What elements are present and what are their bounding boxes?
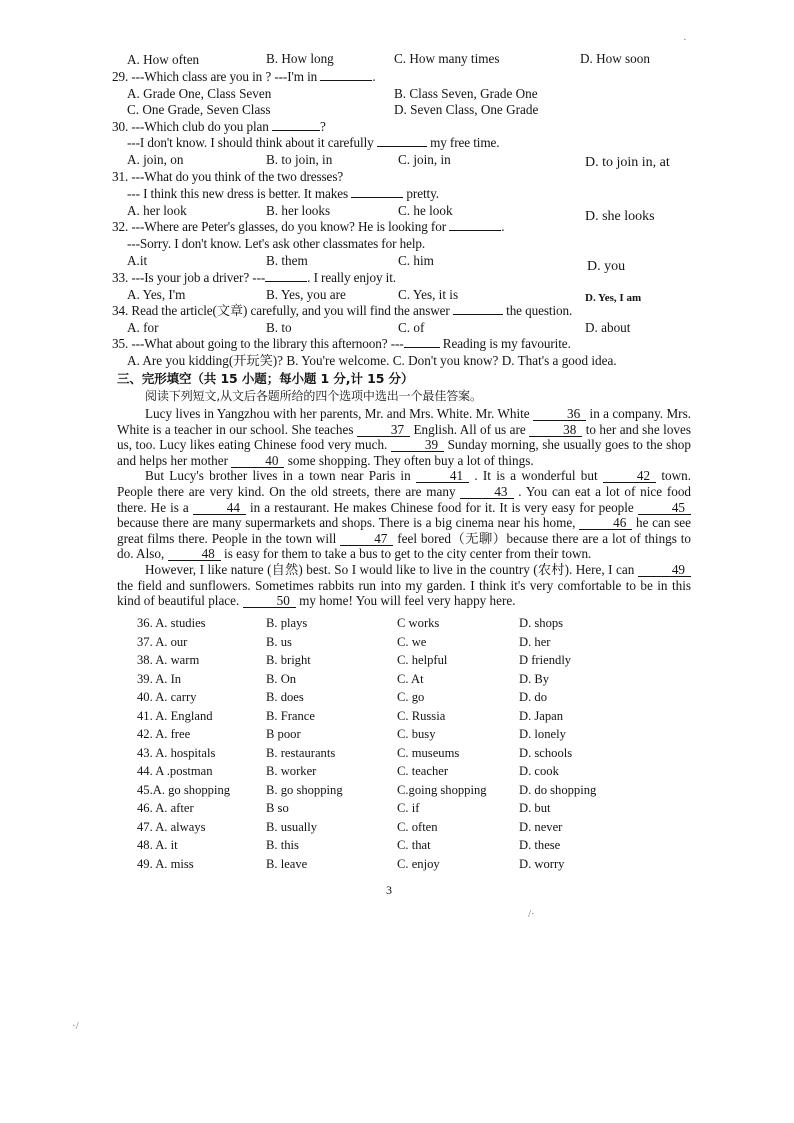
cloze-option: B. France [266,708,315,723]
cloze-option: 43. A. hospitals [137,745,216,760]
cloze-option: C. if [397,801,420,815]
cloze-option: B. leave [266,856,308,871]
cloze-blank: 48 [168,547,221,561]
q35-text: ---What about going to the library this afternoon? --- [131,336,404,351]
q33-option-d: D. Yes, I am [585,292,642,304]
q28-option-c: C. How many times [394,51,500,66]
cloze-option: C works [397,616,440,630]
passage-text: . You can eat a lot of nice food there. He is a [117,483,692,515]
cloze-option: C. teacher [397,764,449,778]
q35-stem [112,336,571,352]
q33-number: 33. [112,270,129,285]
cloze-option: D. schools [519,745,573,760]
cloze-option: D. By [519,671,550,686]
q30-line2 [127,135,499,151]
cloze-option: C. go [397,690,425,704]
q33-blank [265,270,307,282]
cloze-option: C. we [397,634,427,649]
cloze-blank: 43 [460,485,513,499]
cloze-blank: 37 [357,423,410,437]
passage-text: the field and sunflowers. Sometimes rabbits run into my garden. I think it's very comfortable to be in this kind of beautiful place. [117,577,691,609]
q32-stem [112,219,504,235]
cloze-option: C. Russia [397,708,446,723]
cloze-option: B. go shopping [266,782,343,797]
passage-text: because there are many supermarkets and shops. There is a big cinema near his home, [117,515,576,531]
passage-text: in a company. Mrs. White is a teacher in our school. She teaches [117,406,691,437]
q32-option-a: A.it [127,253,148,268]
q34-text: Read the article(文章) carefully, and you will find the answer [131,303,450,318]
q35-number: 35. [112,336,129,351]
q31-option-d: D. she looks [585,209,655,224]
cloze-option: C. busy [397,727,436,741]
cloze-option: D. lonely [519,727,566,741]
q31-line2-end: pretty. [406,186,439,201]
q30-option-a: A. join, on [127,152,184,167]
q32-option-c: C. him [398,253,434,268]
cloze-blank: 38 [529,423,582,437]
q34-option-b: B. to [266,320,292,335]
q30-line2-end: my free time. [430,135,500,150]
cloze-option: 45.A. go shopping [137,782,231,797]
scan-speck: · [683,34,687,46]
cloze-option: 47. A. always [137,819,206,834]
passage-text: in a restaurant. He makes Chinese food for it. It is very easy for people [250,499,634,515]
q29-number: 29. [112,69,129,84]
cloze-option: 39. A. In [137,671,182,686]
cloze-option: B. plays [266,616,308,630]
cloze-option: D. shops [519,616,564,630]
cloze-option: D. do shopping [519,782,597,797]
q28-option-d: D. How soon [580,51,650,66]
cloze-option: B. us [266,634,292,649]
cloze-option: D. do [519,690,547,704]
cloze-option: D friendly [519,653,572,667]
passage-text: But Lucy's brother lives in a town near Paris in [145,468,411,484]
section-instruction: 阅读下列短文,从文后各题所给的四个选项中选出一个最佳答案。 [145,389,482,403]
passage-text: Lucy lives in Yangzhou with her parents, Mr. and Mrs. White. Mr. White [145,406,530,421]
q29-option-d: D. Seven Class, One Grade [394,102,539,117]
cloze-option: 38. A. warm [137,653,200,667]
cloze-blank: 40 [231,454,284,468]
q32-option-b: B. them [266,253,308,268]
q33-stem [112,270,396,286]
cloze-option: B. bright [266,653,311,667]
passage-text: my home! You will feel very happy here. [299,593,516,609]
q28-option-a: A. How often [127,52,200,67]
passage-text: English. All of us are [413,421,526,437]
passage-text: is easy for them to take a bus to get to the city center from their town. [224,546,592,562]
q33-text-end: . I really enjoy it. [307,270,396,285]
q29-text: ---Which class are you in ? ---I'm in [131,69,318,84]
passage-text: he can see great films there. People in the town will [117,515,691,546]
q30-option-b: B. to join, in [266,152,333,167]
cloze-blank: 41 [416,469,469,483]
q31-number: 31. [112,169,129,184]
q29-blank [320,69,372,81]
q35-text-end: Reading is my favourite. [442,336,571,351]
q31-option-a: A. her look [127,203,187,218]
passage-text: to her and she loves us, too. Lucy likes eating Chinese food very much. [117,421,691,453]
q29-option-b: B. Class Seven, Grade One [394,86,538,101]
passage-paragraph-1 [117,406,691,468]
q34-option-a: A. for [127,320,159,335]
cloze-option: 36. A. studies [137,616,206,630]
q35-options: A. Are you kidding(开玩笑)? B. You're welcome. C. Don't you know? D. That's a good idea. [127,353,617,368]
q32-blank [449,219,501,231]
cloze-option: 44. A .postman [137,764,213,778]
passage-text: However, I like nature (自然) best. So I would like to live in the country (农村). Here, I can [145,561,635,577]
q32-text-end: . [501,219,505,234]
cloze-option: B. usually [266,819,318,834]
cloze-blank: 49 [638,563,691,577]
cloze-option: D. cook [519,764,559,778]
q29-option-a: A. Grade One, Class Seven [127,86,272,101]
q30-text: ---Which club do you plan [131,119,269,134]
cloze-option: D. her [519,634,551,649]
q31-option-c: C. he look [398,203,453,218]
q28-option-b: B. How long [266,51,334,66]
section-heading: 三、完形填空（共 15 小题；每小题 1 分,计 15 分） [117,371,414,386]
q32-number: 32. [112,219,129,234]
q31-line2 [127,186,439,202]
cloze-option: B. restaurants [266,745,336,760]
cloze-option: C. that [397,838,431,852]
scan-speck: ·/ [72,1020,79,1032]
q31-blank [351,186,403,198]
q35-blank [404,336,440,348]
cloze-passage [117,406,691,609]
q31-line2-text: --- I think this new dress is better. It makes [127,186,349,201]
cloze-blank: 47 [340,532,393,546]
cloze-option: D. these [519,838,561,852]
cloze-option: B. this [266,838,299,852]
q30-blank [272,119,320,131]
cloze-option: 48. A. it [137,838,178,852]
q30-option-d: D. to join in, at [585,155,670,170]
cloze-option: 46. A. after [137,801,194,815]
q34-blank [453,303,503,315]
cloze-option: B. worker [266,764,317,778]
q30-option-c: C. join, in [398,152,451,167]
q30-line2-text: ---I don't know. I should think about it carefully [127,135,374,150]
q31-option-b: B. her looks [266,203,331,218]
passage-paragraph-3 [117,562,691,609]
q29-stem [112,69,376,85]
cloze-blank: 46 [579,516,632,530]
cloze-option: C.going shopping [397,782,487,797]
cloze-option: D. but [519,801,551,815]
passage-text: town. People there are very kind. On the old streets, there are many [117,468,691,499]
cloze-blank: 45 [638,501,691,515]
q34-text-end: the question. [506,303,573,318]
cloze-option: B so [266,801,289,815]
q29-option-c: C. One Grade, Seven Class [127,102,271,117]
q30-blank2 [377,135,427,147]
cloze-blank: 39 [391,438,444,452]
q30-stem [112,119,326,135]
q34-stem [112,303,572,319]
q34-option-c: C. of [398,320,425,335]
cloze-option: D. never [519,819,563,834]
q30-number: 30. [112,119,129,134]
passage-text: feel bored（无聊）because there are a lot of things to do. Also, [117,530,692,562]
cloze-option: 37. A. our [137,634,188,649]
q30-text-end: ? [320,119,326,134]
scan-speck: /· [528,908,535,920]
cloze-option: D. Japan [519,708,564,723]
cloze-option: C. enjoy [397,856,440,871]
cloze-option: B poor [266,727,301,741]
q31-stem [112,169,343,185]
passage-text: some shopping. They often buy a lot of things. [287,452,534,468]
q32-text: ---Where are Peter's glasses, do you know? He is looking for [131,219,447,234]
q33-option-b: B. Yes, you are [266,287,346,302]
q34-number: 34. [112,303,129,318]
cloze-blank: 50 [243,594,296,608]
passage-text: Sunday morning, she usually goes to the shop and helps her mother [117,437,691,468]
q31-text: ---What do you think of the two dresses? [131,169,344,184]
cloze-blank: 42 [603,469,656,483]
passage-text: . It is a wonderful but [474,468,598,484]
cloze-option: C. helpful [397,653,448,667]
page-number: 3 [386,883,392,897]
q33-option-c: C. Yes, it is [398,287,459,302]
q32-line2: ---Sorry. I don't know. Let's ask other classmates for help. [127,236,426,251]
cloze-option: B. does [266,690,304,704]
cloze-option: C. At [397,671,424,686]
q29-text-end: . [372,69,376,84]
q34-option-d: D. about [585,320,631,335]
cloze-option: D. worry [519,856,565,871]
q32-option-d: D. you [587,259,626,274]
passage-paragraph-2 [117,468,691,562]
cloze-option: C. museums [397,745,460,760]
cloze-blank: 36 [533,407,586,421]
q33-text: ---Is your job a driver? --- [131,270,266,285]
q33-option-a: A. Yes, I'm [127,287,186,302]
cloze-option: 42. A. free [137,727,191,741]
cloze-option: 41. A. England [137,708,213,723]
cloze-blank: 44 [193,501,246,515]
cloze-option: B. On [266,671,297,686]
cloze-option: 49. A. miss [137,856,194,871]
cloze-option: 40. A. carry [137,690,197,704]
cloze-option: C. often [397,819,438,834]
